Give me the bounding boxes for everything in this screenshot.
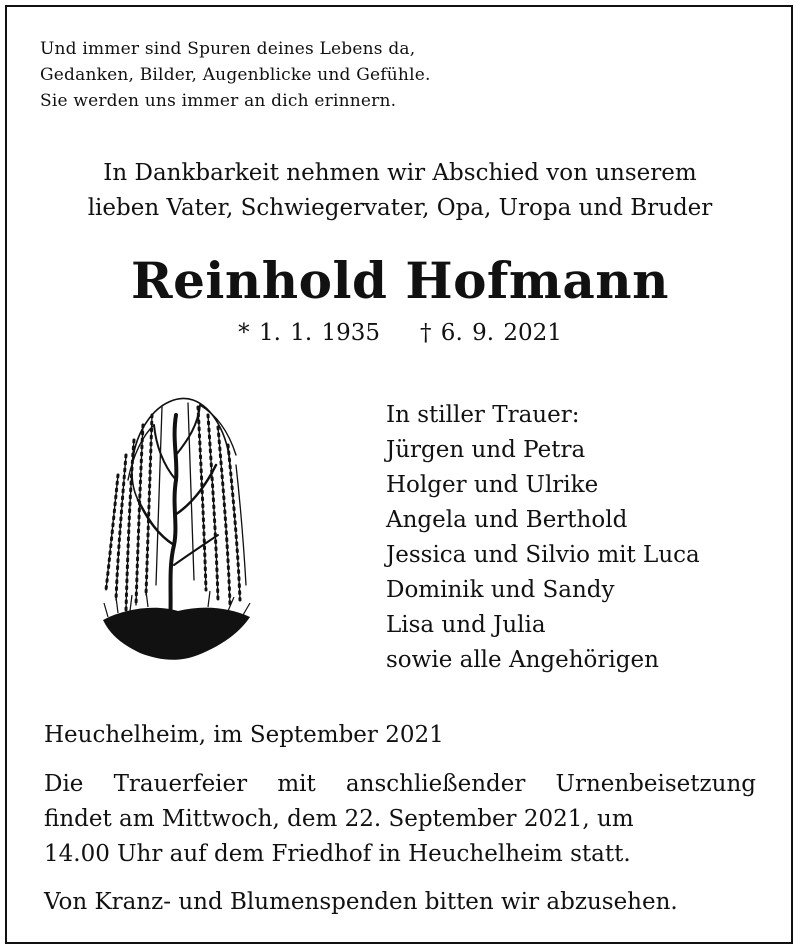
- life-dates: [0, 316, 800, 350]
- intro-line: In Dankbarkeit nehmen wir Abschied von unserem: [103, 160, 697, 186]
- poem-line: Gedanken, Bilder, Augenblicke und Gefühle.: [40, 65, 431, 85]
- service-line: Die Trauerfeier mit anschließender Urnenbeisetzung: [44, 771, 756, 797]
- mourner-line: Dominik und Sandy: [386, 577, 615, 603]
- mourner-line: Jessica und Silvio mit Luca: [386, 542, 700, 568]
- service-line: findet am Mittwoch, dem 22. September 2021, um: [44, 806, 634, 832]
- mourners-heading: In stiller Trauer:: [386, 402, 580, 428]
- weeping-willow-icon: [88, 385, 258, 675]
- mourners-list: [386, 398, 700, 678]
- mourner-line: Jürgen und Petra: [386, 437, 586, 463]
- mourner-line: Holger und Ulrike: [386, 472, 599, 498]
- service-info: [44, 767, 756, 872]
- intro-line: lieben Vater, Schwiegervater, Opa, Uropa und Bruder: [87, 195, 713, 221]
- place-date: Heuchelheim, im September 2021: [44, 722, 444, 748]
- poem-line: Und immer sind Spuren deines Lebens da,: [40, 39, 416, 59]
- intro-text: [0, 156, 800, 226]
- mourner-line: Lisa und Julia: [386, 612, 546, 638]
- mourner-line: Angela und Berthold: [386, 507, 628, 533]
- birth-date: * 1. 1. 1935: [238, 320, 380, 346]
- death-date: † 6. 9. 2021: [420, 320, 562, 346]
- mourner-line: sowie alle Angehörigen: [386, 647, 659, 673]
- service-line: 14.00 Uhr auf dem Friedhof in Heuchelheim statt.: [44, 841, 631, 867]
- donation-note: Von Kranz- und Blumenspenden bitten wir abzusehen.: [44, 889, 678, 915]
- poem: [40, 36, 431, 114]
- poem-line: Sie werden uns immer an dich erinnern.: [40, 91, 397, 111]
- deceased-name: Reinhold Hofmann: [131, 251, 669, 310]
